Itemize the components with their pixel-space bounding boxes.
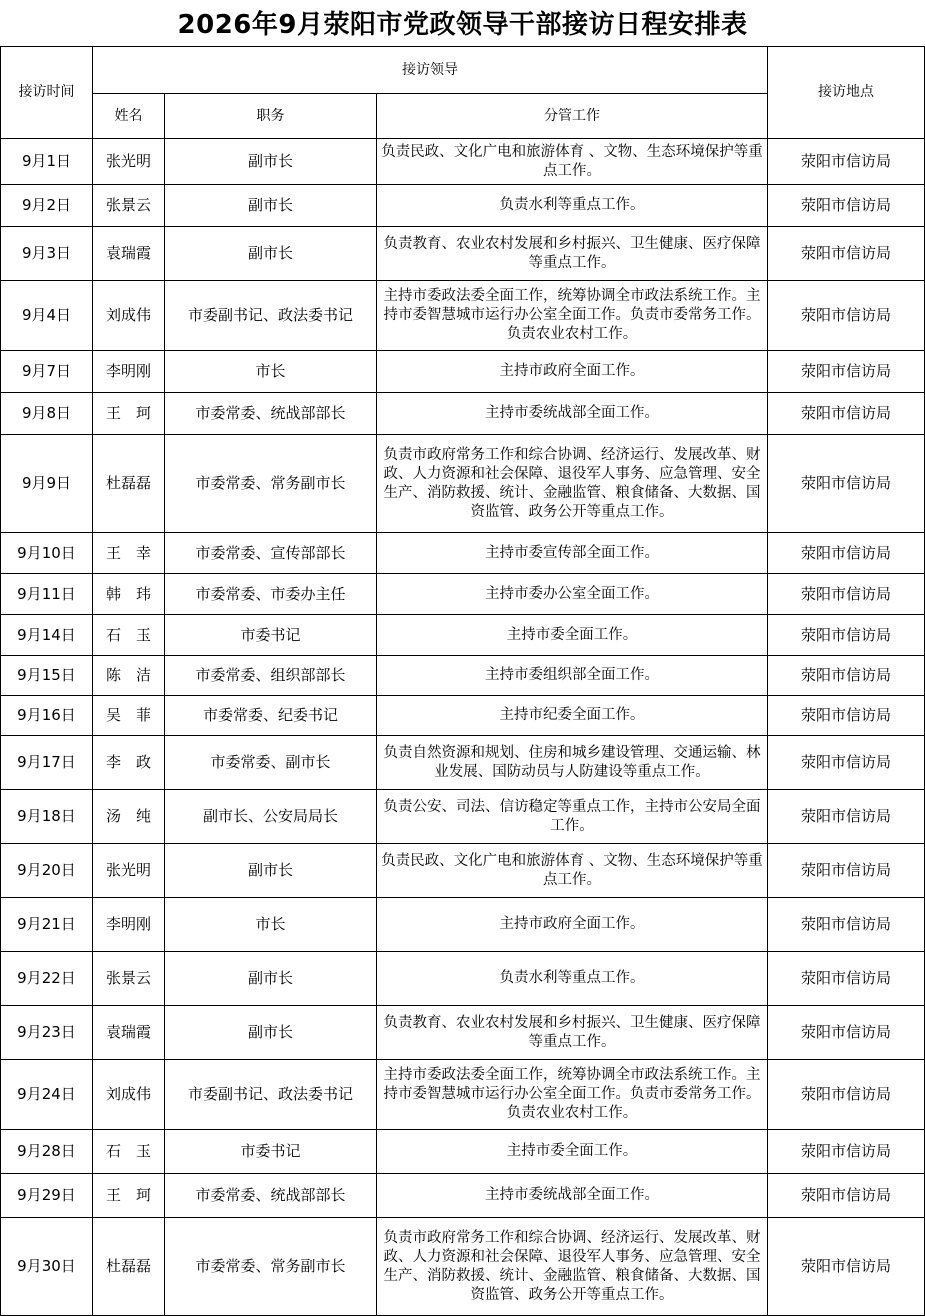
table-row [1, 533, 925, 574]
cell-date: 9月2日 [1, 185, 93, 227]
cell-position: 市委常委、市委办主任 [165, 574, 377, 615]
cell-location: 荥阳市信访局 [768, 844, 925, 898]
cell-duties: 主持市委组织部全面工作。 [377, 656, 768, 696]
cell-duties: 负责教育、农业农村发展和乡村振兴、卫生健康、医疗保障等重点工作。 [377, 1006, 768, 1060]
cell-name: 张光明 [93, 844, 165, 898]
cell-duties: 负责水利等重点工作。 [377, 185, 768, 227]
cell-position: 市委常委、统战部部长 [165, 393, 377, 435]
cell-duties: 主持市委统战部全面工作。 [377, 1174, 768, 1218]
cell-location: 荥阳市信访局 [768, 1006, 925, 1060]
cell-date: 9月9日 [1, 435, 93, 533]
cell-position: 市委书记 [165, 1130, 377, 1174]
table-row [1, 139, 925, 185]
cell-name: 刘成伟 [93, 1060, 165, 1130]
cell-duties: 主持市政府全面工作。 [377, 898, 768, 952]
cell-location: 荥阳市信访局 [768, 574, 925, 615]
cell-duties: 主持市委办公室全面工作。 [377, 574, 768, 615]
cell-position: 市委副书记、政法委书记 [165, 281, 377, 351]
table-row [1, 435, 925, 533]
cell-name: 张光明 [93, 139, 165, 185]
header-duties: 分管工作 [377, 94, 768, 139]
cell-date: 9月18日 [1, 790, 93, 844]
cell-name: 韩 玮 [93, 574, 165, 615]
cell-name: 杜磊磊 [93, 1218, 165, 1316]
table-row [1, 227, 925, 281]
cell-position: 市委常委、宣传部部长 [165, 533, 377, 574]
cell-name: 王 珂 [93, 393, 165, 435]
cell-date: 9月4日 [1, 281, 93, 351]
cell-location: 荥阳市信访局 [768, 185, 925, 227]
cell-name: 袁瑞霞 [93, 1006, 165, 1060]
table-row [1, 1060, 925, 1130]
cell-date: 9月16日 [1, 696, 93, 736]
cell-date: 9月24日 [1, 1060, 93, 1130]
table-row [1, 351, 925, 393]
cell-location: 荥阳市信访局 [768, 952, 925, 1006]
header-position: 职务 [165, 94, 377, 139]
cell-duties: 主持市委全面工作。 [377, 1130, 768, 1174]
cell-position: 市委书记 [165, 615, 377, 656]
cell-position: 副市长、公安局局长 [165, 790, 377, 844]
cell-date: 9月11日 [1, 574, 93, 615]
cell-date: 9月23日 [1, 1006, 93, 1060]
header-name: 姓名 [93, 94, 165, 139]
table-row [1, 696, 925, 736]
cell-duties: 负责民政、文化广电和旅游体育 、文物、生态环境保护等重点工作。 [377, 844, 768, 898]
cell-location: 荥阳市信访局 [768, 227, 925, 281]
table-row [1, 1130, 925, 1174]
cell-date: 9月20日 [1, 844, 93, 898]
cell-duties: 负责教育、农业农村发展和乡村振兴、卫生健康、医疗保障等重点工作。 [377, 227, 768, 281]
cell-duties: 主持市委政法委全面工作，统筹协调全市政法系统工作。主持市委智慧城市运行办公室全面工作。负责市委常务工作。负责农业农村工作。 [377, 281, 768, 351]
cell-duties: 主持市政府全面工作。 [377, 351, 768, 393]
table-row [1, 574, 925, 615]
schedule-rows [1, 139, 925, 1316]
cell-duties: 主持市委全面工作。 [377, 615, 768, 656]
cell-name: 刘成伟 [93, 281, 165, 351]
cell-position: 副市长 [165, 227, 377, 281]
cell-position: 市委常委、常务副市长 [165, 1218, 377, 1316]
cell-location: 荥阳市信访局 [768, 736, 925, 790]
cell-name: 李明刚 [93, 898, 165, 952]
table-row [1, 790, 925, 844]
table-row [1, 952, 925, 1006]
cell-position: 市长 [165, 351, 377, 393]
header-location: 接访地点 [768, 47, 925, 139]
header-leader-group: 接访领导 [93, 47, 768, 94]
cell-position: 市委常委、纪委书记 [165, 696, 377, 736]
cell-duties: 主持市委政法委全面工作，统筹协调全市政法系统工作。主持市委智慧城市运行办公室全面工作。负责市委常务工作。负责农业农村工作。 [377, 1060, 768, 1130]
cell-date: 9月15日 [1, 656, 93, 696]
cell-date: 9月3日 [1, 227, 93, 281]
cell-name: 吴 菲 [93, 696, 165, 736]
cell-location: 荥阳市信访局 [768, 281, 925, 351]
cell-position: 副市长 [165, 844, 377, 898]
cell-date: 9月7日 [1, 351, 93, 393]
cell-location: 荥阳市信访局 [768, 696, 925, 736]
cell-duties: 主持市纪委全面工作。 [377, 696, 768, 736]
table-row [1, 393, 925, 435]
cell-name: 王 珂 [93, 1174, 165, 1218]
cell-location: 荥阳市信访局 [768, 1174, 925, 1218]
cell-duties: 负责自然资源和规划、住房和城乡建设管理、交通运输、林业发展、国防动员与人防建设等重点工作。 [377, 736, 768, 790]
cell-position: 副市长 [165, 952, 377, 1006]
cell-date: 9月1日 [1, 139, 93, 185]
table-row [1, 736, 925, 790]
table-row [1, 185, 925, 227]
cell-position: 市委常委、常务副市长 [165, 435, 377, 533]
cell-position: 副市长 [165, 1006, 377, 1060]
cell-duties: 负责民政、文化广电和旅游体育 、文物、生态环境保护等重点工作。 [377, 139, 768, 185]
cell-duties: 主持市委宣传部全面工作。 [377, 533, 768, 574]
cell-location: 荥阳市信访局 [768, 1130, 925, 1174]
cell-name: 袁瑞霞 [93, 227, 165, 281]
cell-date: 9月28日 [1, 1130, 93, 1174]
cell-name: 汤 纯 [93, 790, 165, 844]
cell-position: 市委副书记、政法委书记 [165, 1060, 377, 1130]
cell-duties: 负责公安、司法、信访稳定等重点工作，主持市公安局全面工作。 [377, 790, 768, 844]
cell-location: 荥阳市信访局 [768, 435, 925, 533]
cell-location: 荥阳市信访局 [768, 615, 925, 656]
table-row [1, 1174, 925, 1218]
cell-date: 9月22日 [1, 952, 93, 1006]
cell-location: 荥阳市信访局 [768, 1218, 925, 1316]
table-row [1, 1218, 925, 1316]
cell-location: 荥阳市信访局 [768, 1060, 925, 1130]
cell-duties: 主持市委统战部全面工作。 [377, 393, 768, 435]
cell-date: 9月10日 [1, 533, 93, 574]
table-row [1, 898, 925, 952]
table-row [1, 656, 925, 696]
cell-location: 荥阳市信访局 [768, 656, 925, 696]
header-time: 接访时间 [1, 47, 93, 139]
cell-position: 副市长 [165, 185, 377, 227]
cell-name: 陈 洁 [93, 656, 165, 696]
cell-location: 荥阳市信访局 [768, 898, 925, 952]
cell-position: 副市长 [165, 139, 377, 185]
cell-duties: 负责市政府常务工作和综合协调、经济运行、发展改革、财政、人力资源和社会保障、退役军人事务、应急管理、安全生产、消防救援、统计、金融监管、粮食储备、大数据、国资监管、政务公开等重点工作。 [377, 435, 768, 533]
cell-name: 李明刚 [93, 351, 165, 393]
cell-location: 荥阳市信访局 [768, 533, 925, 574]
cell-date: 9月8日 [1, 393, 93, 435]
cell-date: 9月17日 [1, 736, 93, 790]
table-row [1, 281, 925, 351]
page-title: 2026年9月荥阳市党政领导干部接访日程安排表 [177, 10, 748, 40]
cell-date: 9月21日 [1, 898, 93, 952]
cell-name: 杜磊磊 [93, 435, 165, 533]
cell-date: 9月14日 [1, 615, 93, 656]
cell-duties: 负责市政府常务工作和综合协调、经济运行、发展改革、财政、人力资源和社会保障、退役军人事务、应急管理、安全生产、消防救援、统计、金融监管、粮食储备、大数据、国资监管、政务公开等重点工作。 [377, 1218, 768, 1316]
cell-name: 李 政 [93, 736, 165, 790]
cell-name: 石 玉 [93, 615, 165, 656]
cell-name: 王 幸 [93, 533, 165, 574]
cell-location: 荥阳市信访局 [768, 393, 925, 435]
cell-duties: 负责水利等重点工作。 [377, 952, 768, 1006]
cell-name: 石 玉 [93, 1130, 165, 1174]
cell-position: 市委常委、副市长 [165, 736, 377, 790]
cell-location: 荥阳市信访局 [768, 139, 925, 185]
cell-date: 9月30日 [1, 1218, 93, 1316]
cell-name: 张景云 [93, 185, 165, 227]
cell-name: 张景云 [93, 952, 165, 1006]
cell-date: 9月29日 [1, 1174, 93, 1218]
table-row [1, 615, 925, 656]
schedule-table [0, 46, 925, 1316]
cell-location: 荥阳市信访局 [768, 351, 925, 393]
cell-position: 市长 [165, 898, 377, 952]
cell-position: 市委常委、组织部部长 [165, 656, 377, 696]
table-row [1, 1006, 925, 1060]
cell-position: 市委常委、统战部部长 [165, 1174, 377, 1218]
table-row [1, 844, 925, 898]
cell-location: 荥阳市信访局 [768, 790, 925, 844]
